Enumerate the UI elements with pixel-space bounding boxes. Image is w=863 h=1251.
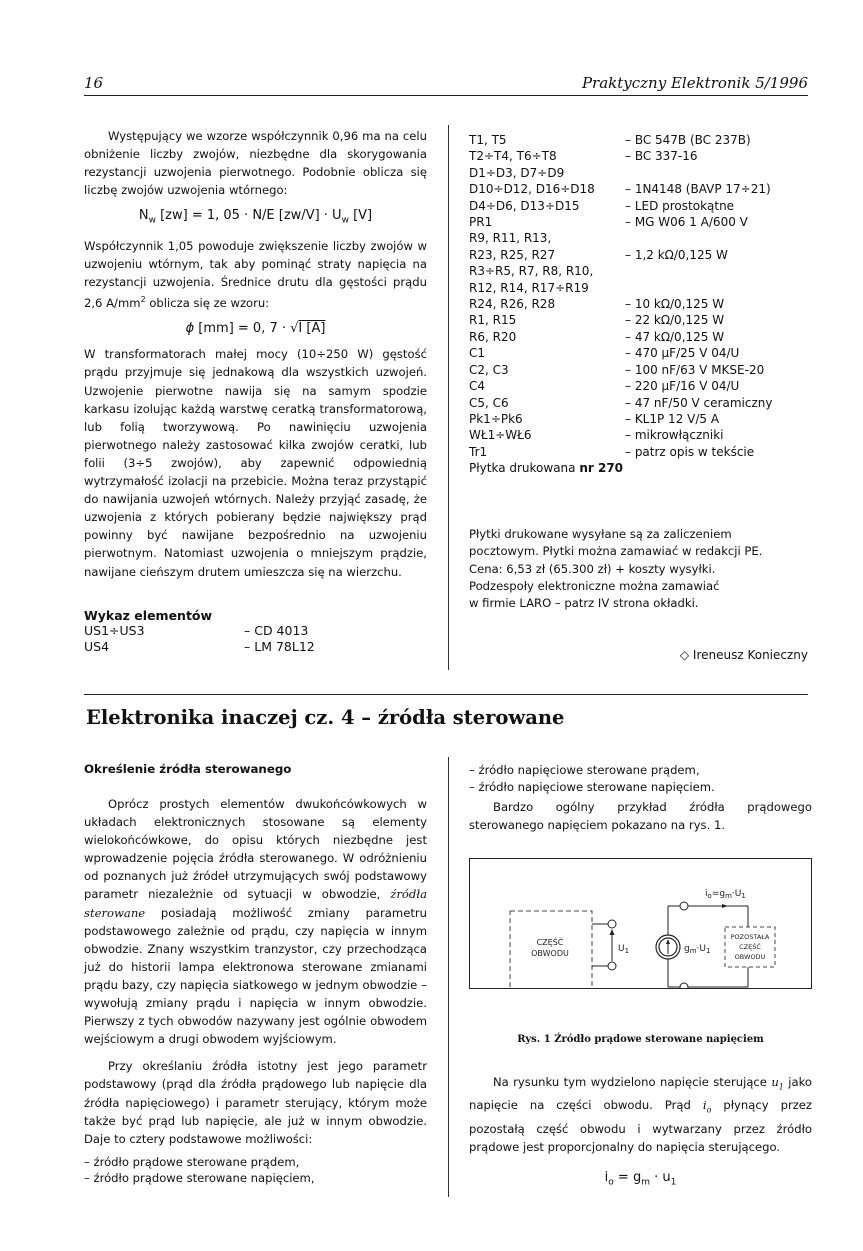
symbol-u1: $u_1$ [771, 1075, 784, 1092]
article-title: Elektronika inaczej cz. 4 – źródła sterowane [86, 706, 565, 729]
list-left [84, 1154, 427, 1187]
svg-text:OBWODU: OBWODU [734, 953, 766, 961]
parts-row: PR1 – MG W06 1 A/600 V [469, 215, 748, 230]
parts-row: US1÷US3 – CD 4013 [84, 623, 309, 638]
parts-row: D10÷D12, D16÷D18 – 1N4148 (BAVP 17÷21) [469, 182, 771, 197]
header-rule [84, 95, 808, 96]
parts-row: R3÷R5, R7, R8, R10, [469, 264, 594, 279]
paragraph: Oprócz prostych elementów dwukońcówkowych w układach elektronicznych stosowane są elementy wielokońcówkowe, do opisu których niezbędne jest wprowadzenie pojęcia źródła sterowanego. W odróżnieniu od poznanych już źródeł utrzymujących swój podstawowy parametr niezależnie od sytuacji w obwodzie, źródła sterowane posiadają możliwość zmiany parametru podstawowego zależnie od prądu, czy napięcia w innym obwodzie. Znany wszystkim tranzystor, czy przechodząca już do historii lampa elektronowa sterowane zmianami prądu bazy, czy napięcia siatkowego w jednym obwodzie – wywołują zmiany prądu i napięcia w innym obwodzie. Pierwszy z tych obwodów nazywany jest ogólnie obwodem wejściowym a drugi obwodem wyjściowym. [84, 797, 427, 1047]
parts-row: WŁ1÷WŁ6 – mikrowłączniki [469, 428, 724, 443]
parts-row: US4 – LM 78L12 [84, 639, 315, 655]
formula-diameter: ϕ [mm] = 0, 7 · √I [A] [185, 321, 326, 337]
parts-row: D1÷D3, D7÷D9 [469, 165, 565, 180]
figure-rys-1 [469, 858, 812, 989]
circuit-diagram [470, 859, 811, 988]
svg-text:io=gm·U1: $i_o=g_m\cdot U_1$ [705, 889, 746, 900]
parts-row: D4÷D6, D13÷D15 – LED prostokątne [469, 198, 735, 213]
parts-row: R24, R26, R28 – 10 kΩ/0,125 W [469, 297, 725, 312]
author: ◇ Ireneusz Konieczny [679, 648, 808, 662]
column-divider-lower [448, 757, 449, 1197]
section-rule [84, 694, 808, 695]
parts-row: C1 – 470 µF/25 V 04/U [469, 346, 740, 361]
parts-row: T2÷T4, T6÷T8 – BC 337-16 [469, 149, 698, 164]
parts-row: R1, R15 – 22 kΩ/0,125 W [469, 313, 725, 328]
figure-caption: Rys. 1 Źródło prądowe sterowane napięciem [517, 1034, 764, 1045]
parts-row: R12, R14, R17÷R19 [469, 280, 589, 295]
paragraph: Bardzo ogólny przykład źródła prądowego sterowanego napięciem pokazano na rys. 1. [469, 800, 812, 833]
journal-title: Praktyczny Elektronik 5/1996 [581, 74, 808, 92]
pcb-line: Płytka drukowana nr 270 [469, 461, 624, 475]
list-right [469, 762, 715, 795]
parts-row: Pk1÷Pk6 – KL1P 12 V/5 A [469, 411, 720, 426]
list-item: – źródło napięciowe sterowane napięciem. [469, 779, 715, 794]
parts-row: C2, C3 – 100 nF/63 V MKSE-20 [469, 362, 765, 377]
list-item: – źródło prądowe sterowane napięciem, [84, 1171, 315, 1186]
article-subheading: Określenie źródła sterowanego [84, 762, 292, 776]
paragraph: W transformatorach małej mocy (10÷250 W) gęstość prądu przyjmuje się jednakową dla wszystkich uzwojeń. Uzwojenie pierwotne nawija się na samym spodzie karkasu izolując każdą warstwę ceratką transformatorową, lub folią tworzywową. Po nawinięciu uzwojenia pierwotnego należy zastosować kilka zwojów ceratki, lub folii (3÷5 zwojów), aby zapewnić odpowiednią wytrzymałość izolacji na przebicie. Można teraz przystąpić do nawijania uzwojeń wtórnych. Należy przyjąć zasadę, że uzwojenia z których pobierany będzie największy prąd powinny być nawijane bezpośrednio na uzwojeniu pierwotnym. Natomiast uzwojenia o mniejszym prądzie, nawijane cieńszym drutem umieszcza się na wierzchu. [84, 347, 427, 579]
paragraph: Przy określaniu źródła istotny jest jego parametr podstawowy (prąd dla źródła prądowego lub napięcie dla źródła napięciowego) i parametr sterujący, którym może także być prąd lub napięcie, ale już w innym obwodzie. Daje to cztery podstawowe możliwości: [84, 1059, 427, 1146]
paragraph: Występujący we wzorze współczynnik 0,96 ma na celu obniżenie liczby zwojów, niezbędne dla skorygowania rezystancji uzwojenia pierwotnego. Podobnie oblicza się liczbę zwojów uzwojenia wtórnego: [84, 129, 427, 198]
parts-row: C4 – 220 µF/16 V 04/U [469, 379, 740, 394]
parts-heading: Wykaz elementów [84, 608, 213, 623]
formula-nw: $N_w$ [zw] = 1, 05 · N/E $[zw/V] \cdot U_w$ [V] [138, 208, 373, 226]
svg-text:POZOSTAŁA: POZOSTAŁA [730, 933, 770, 941]
svg-text:gm·U1: $g_m\cdot U_1$ [684, 944, 711, 955]
svg-text:OBWODU: OBWODU [531, 949, 569, 958]
parts-list-left [84, 608, 427, 656]
svg-text:CZĘŚĆ: CZĘŚĆ [536, 938, 564, 947]
svg-text:U1: $U_1$ [618, 944, 630, 955]
emphasis: źródła sterowane [84, 887, 427, 920]
parts-list-right [469, 132, 814, 460]
paragraph: Współczynnik 1,05 powoduje zwiększenie liczby zwojów w uzwojeniu wtórnym, tak aby pominąć straty napięcia na rezystancji uzwojenia. Średnice drutu dla gęstości prądu 2,6 $A/mm^2$ oblicza się ze wzoru: [84, 239, 427, 311]
parts-row: R6, R20 – 47 kΩ/0,125 W [469, 329, 725, 344]
article-left-column [84, 795, 427, 1187]
top-left-column [84, 127, 427, 581]
pcb-number: nr 270 [579, 461, 624, 475]
svg-text:CZĘŚĆ: CZĘŚĆ [739, 943, 761, 951]
parts-row: R23, R25, R27 – 1,2 kΩ/0,125 W [469, 247, 728, 262]
parts-row: T1, T5 – BC 547B (BC 237B) [469, 133, 751, 147]
list-item: – źródło prądowe sterowane prądem, [84, 1154, 300, 1169]
parts-row: C5, C6 – 47 nF/50 V ceramiczny [469, 395, 773, 410]
paragraph: Na rysunku tym wydzielono napięcie sterujące $u_1$ jako napięcie na części obwodu. Prąd $i_o$ płynący przez pozostałą część obwodu i wytwarzany przez źródło prądowe jest proporcjonalny do napięcia sterującego. [469, 1075, 813, 1154]
symbol-io: $i_o$ [702, 1098, 712, 1115]
list-item: – źródło napięciowe sterowane prądem, [469, 763, 700, 777]
parts-row: R9, R11, R13, [469, 231, 552, 246]
column-divider [448, 125, 449, 670]
pcb-notice: Płytki drukowane wysyłane są za zaliczeniem pocztowym. Płytki można zamawiać w redakcji PE. Cena: 6,53 zł (65.300 zł) + koszty wysyłki. Podzespoły elektroniczne można zamawiać w firmie LARO – patrz IV strona okładki. [469, 527, 763, 611]
formula-io: $i_o = g_m \cdot u_1$ [604, 1170, 677, 1188]
page-number: 16 [84, 74, 104, 92]
parts-row: Tr1 – patrz opis w tekście [469, 444, 755, 459]
